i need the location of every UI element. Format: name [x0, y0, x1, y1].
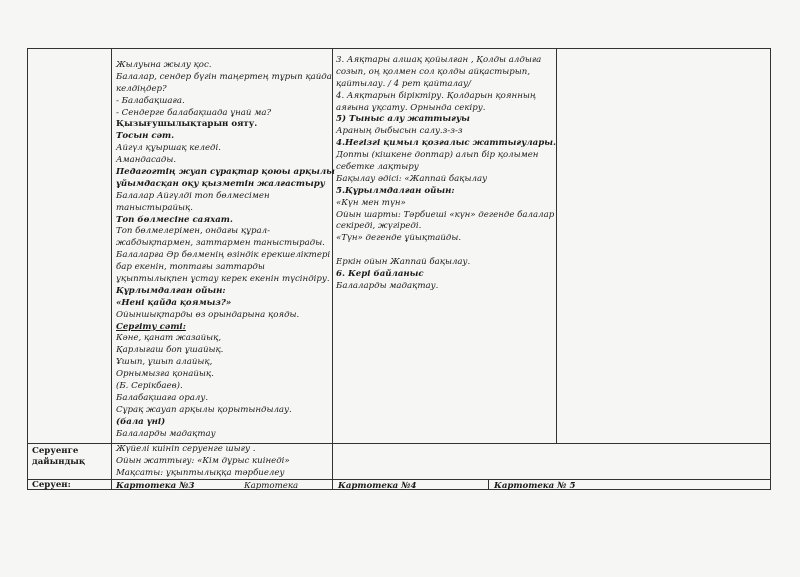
col2-line: Орнымызға қонайық.	[116, 369, 214, 380]
col3-line: Балаларды мадақтау.	[336, 280, 439, 291]
col2-line: Қарлығаш боп ұшайық.	[116, 345, 224, 356]
col3-line: 4. Аяқтарын біріктіру. Қолдарын қоянның	[336, 90, 536, 101]
col2-line: келдіңдер?	[116, 83, 167, 94]
col2-line: Тосын сәт.	[116, 131, 175, 142]
col2-line: Балаларды мадақтау	[116, 428, 216, 439]
col2-line: «Нені қайда қоямыз?»	[116, 297, 232, 308]
card-file-3: Картотека №3	[116, 481, 195, 491]
col2-line: Балабақшаға оралу.	[116, 392, 209, 403]
col3-line: себетке лақтыру	[336, 162, 419, 173]
prep-label-line-2: дайындық	[32, 457, 86, 467]
col2-line: таныстырайық.	[116, 202, 193, 213]
col2-line: Педагогтің жуап сұрақтар қоюы арқылы	[116, 167, 335, 178]
col3-line: Араның дыбысын салу.з-з-з	[336, 126, 463, 137]
col2-line: Қызығушылықтарын ояту.	[116, 119, 258, 130]
column-divider-4	[488, 479, 489, 490]
col3-line: Допты (кішкене доптар) алып бір қолымен	[336, 150, 539, 161]
col2-line: Балалар Айгүлді топ бөлмесімен	[116, 190, 270, 201]
col2-line: - Балабақшаға.	[116, 95, 185, 106]
col2-line: Ұшып, ұшып алайық,	[116, 357, 213, 368]
col2-line: Топ бөлмелерімен, ондағы құрал-	[116, 226, 270, 237]
prep-row-text	[116, 444, 290, 480]
col3-line: 6. Кері байланыс	[336, 269, 424, 280]
col2-line: ұқыптылықпен ұстау керек екенін түсіндіру.	[116, 274, 330, 285]
col2-line: (бала үні)	[116, 416, 166, 427]
col2-line: Ойыншықтарды өз орындарына қояды.	[116, 309, 300, 320]
card-file-plain: Картотека	[244, 481, 299, 491]
col2-line: Балаларға Әр бөлменің өзіндік ерекшеліктері	[116, 250, 331, 261]
col2-line: - Сендерге балабақшада ұнай ма?	[116, 107, 272, 118]
col2-line: Сұрақ жауап арқылы қорытындылау.	[116, 404, 292, 415]
activity-column-text	[116, 60, 335, 441]
col2-line: Балалар, сендер бүгін таңертең тұрып қайда	[116, 71, 332, 82]
column-divider-1	[111, 48, 112, 490]
prep-line: Мақсаты: ұқыптылыққа тәрбиелеу	[116, 467, 285, 478]
col2-line: Кәне, қанат жазайық,	[116, 333, 222, 344]
card-file-5: Картотека № 5	[494, 481, 576, 491]
col3-line: «Күн мен түн»	[336, 197, 406, 208]
col3-line: 5.Құрылмдалған ойын:	[336, 185, 455, 196]
col3-line: «Түн» дегенде ұйықтайды.	[336, 233, 462, 244]
col2-line: жабдықтармен, заттармен таныстырады.	[116, 238, 325, 249]
col3-line: 3. Аяқтары алшақ қойылған , Қолды алдыға	[336, 55, 542, 65]
col2-line: ұйымдасқан оқу қызметін жалғастыру	[116, 178, 325, 189]
col3-line: 5) Тыныс алу жаттығуы	[336, 114, 470, 125]
col3-line: аяғына ұқсату. Орнында секіру.	[336, 102, 486, 113]
prep-line: Ойын жаттығу: «Кім дұрыс киінеді»	[116, 455, 290, 466]
col3-line: Еркін ойын Жаппай бақылау.	[336, 257, 471, 268]
col2-line: Топ бөлмесіне саяхат.	[116, 214, 233, 225]
column-divider-3	[556, 48, 557, 443]
exercise-column-text	[336, 55, 556, 293]
col2-line: Сергіту сәті:	[116, 321, 186, 332]
col3-line: Ойын шарты: Тәрбиеші «күн» дегенде балалар	[336, 209, 555, 220]
col3-line: созып, оң қолмен сол қолды айқастырып,	[336, 66, 531, 77]
col3-line: қайтылау. / 4 рет қайталау/	[336, 78, 471, 89]
walk-row-label: Серуен:	[32, 480, 71, 490]
col2-line: Амандасады.	[116, 155, 177, 166]
col2-line: Айгүл құыршақ келеді.	[116, 143, 221, 154]
col3-line	[336, 245, 556, 257]
col2-line: Құрлымдалған ойын:	[116, 285, 226, 296]
col3-line: секіреді, жүгіреді.	[336, 221, 422, 232]
col2-line: (Б. Серікбаев).	[116, 381, 183, 392]
col3-line: 4.Негізгі қимыл қозғалыс жаттығулары.	[336, 138, 556, 149]
col2-line: бар екенін, топтағы заттарды	[116, 262, 265, 273]
prep-row-label	[32, 446, 85, 468]
prep-line: Жүйелі киініп серуенге шығу .	[116, 444, 256, 454]
card-file-4: Картотека №4	[338, 481, 417, 491]
col2-line: Жылуына жылу қос.	[116, 60, 212, 70]
prep-label-line-1: Серуенге	[32, 446, 79, 456]
col3-line: Бақылау әдісі: «Жаппай бақылау	[336, 173, 488, 184]
